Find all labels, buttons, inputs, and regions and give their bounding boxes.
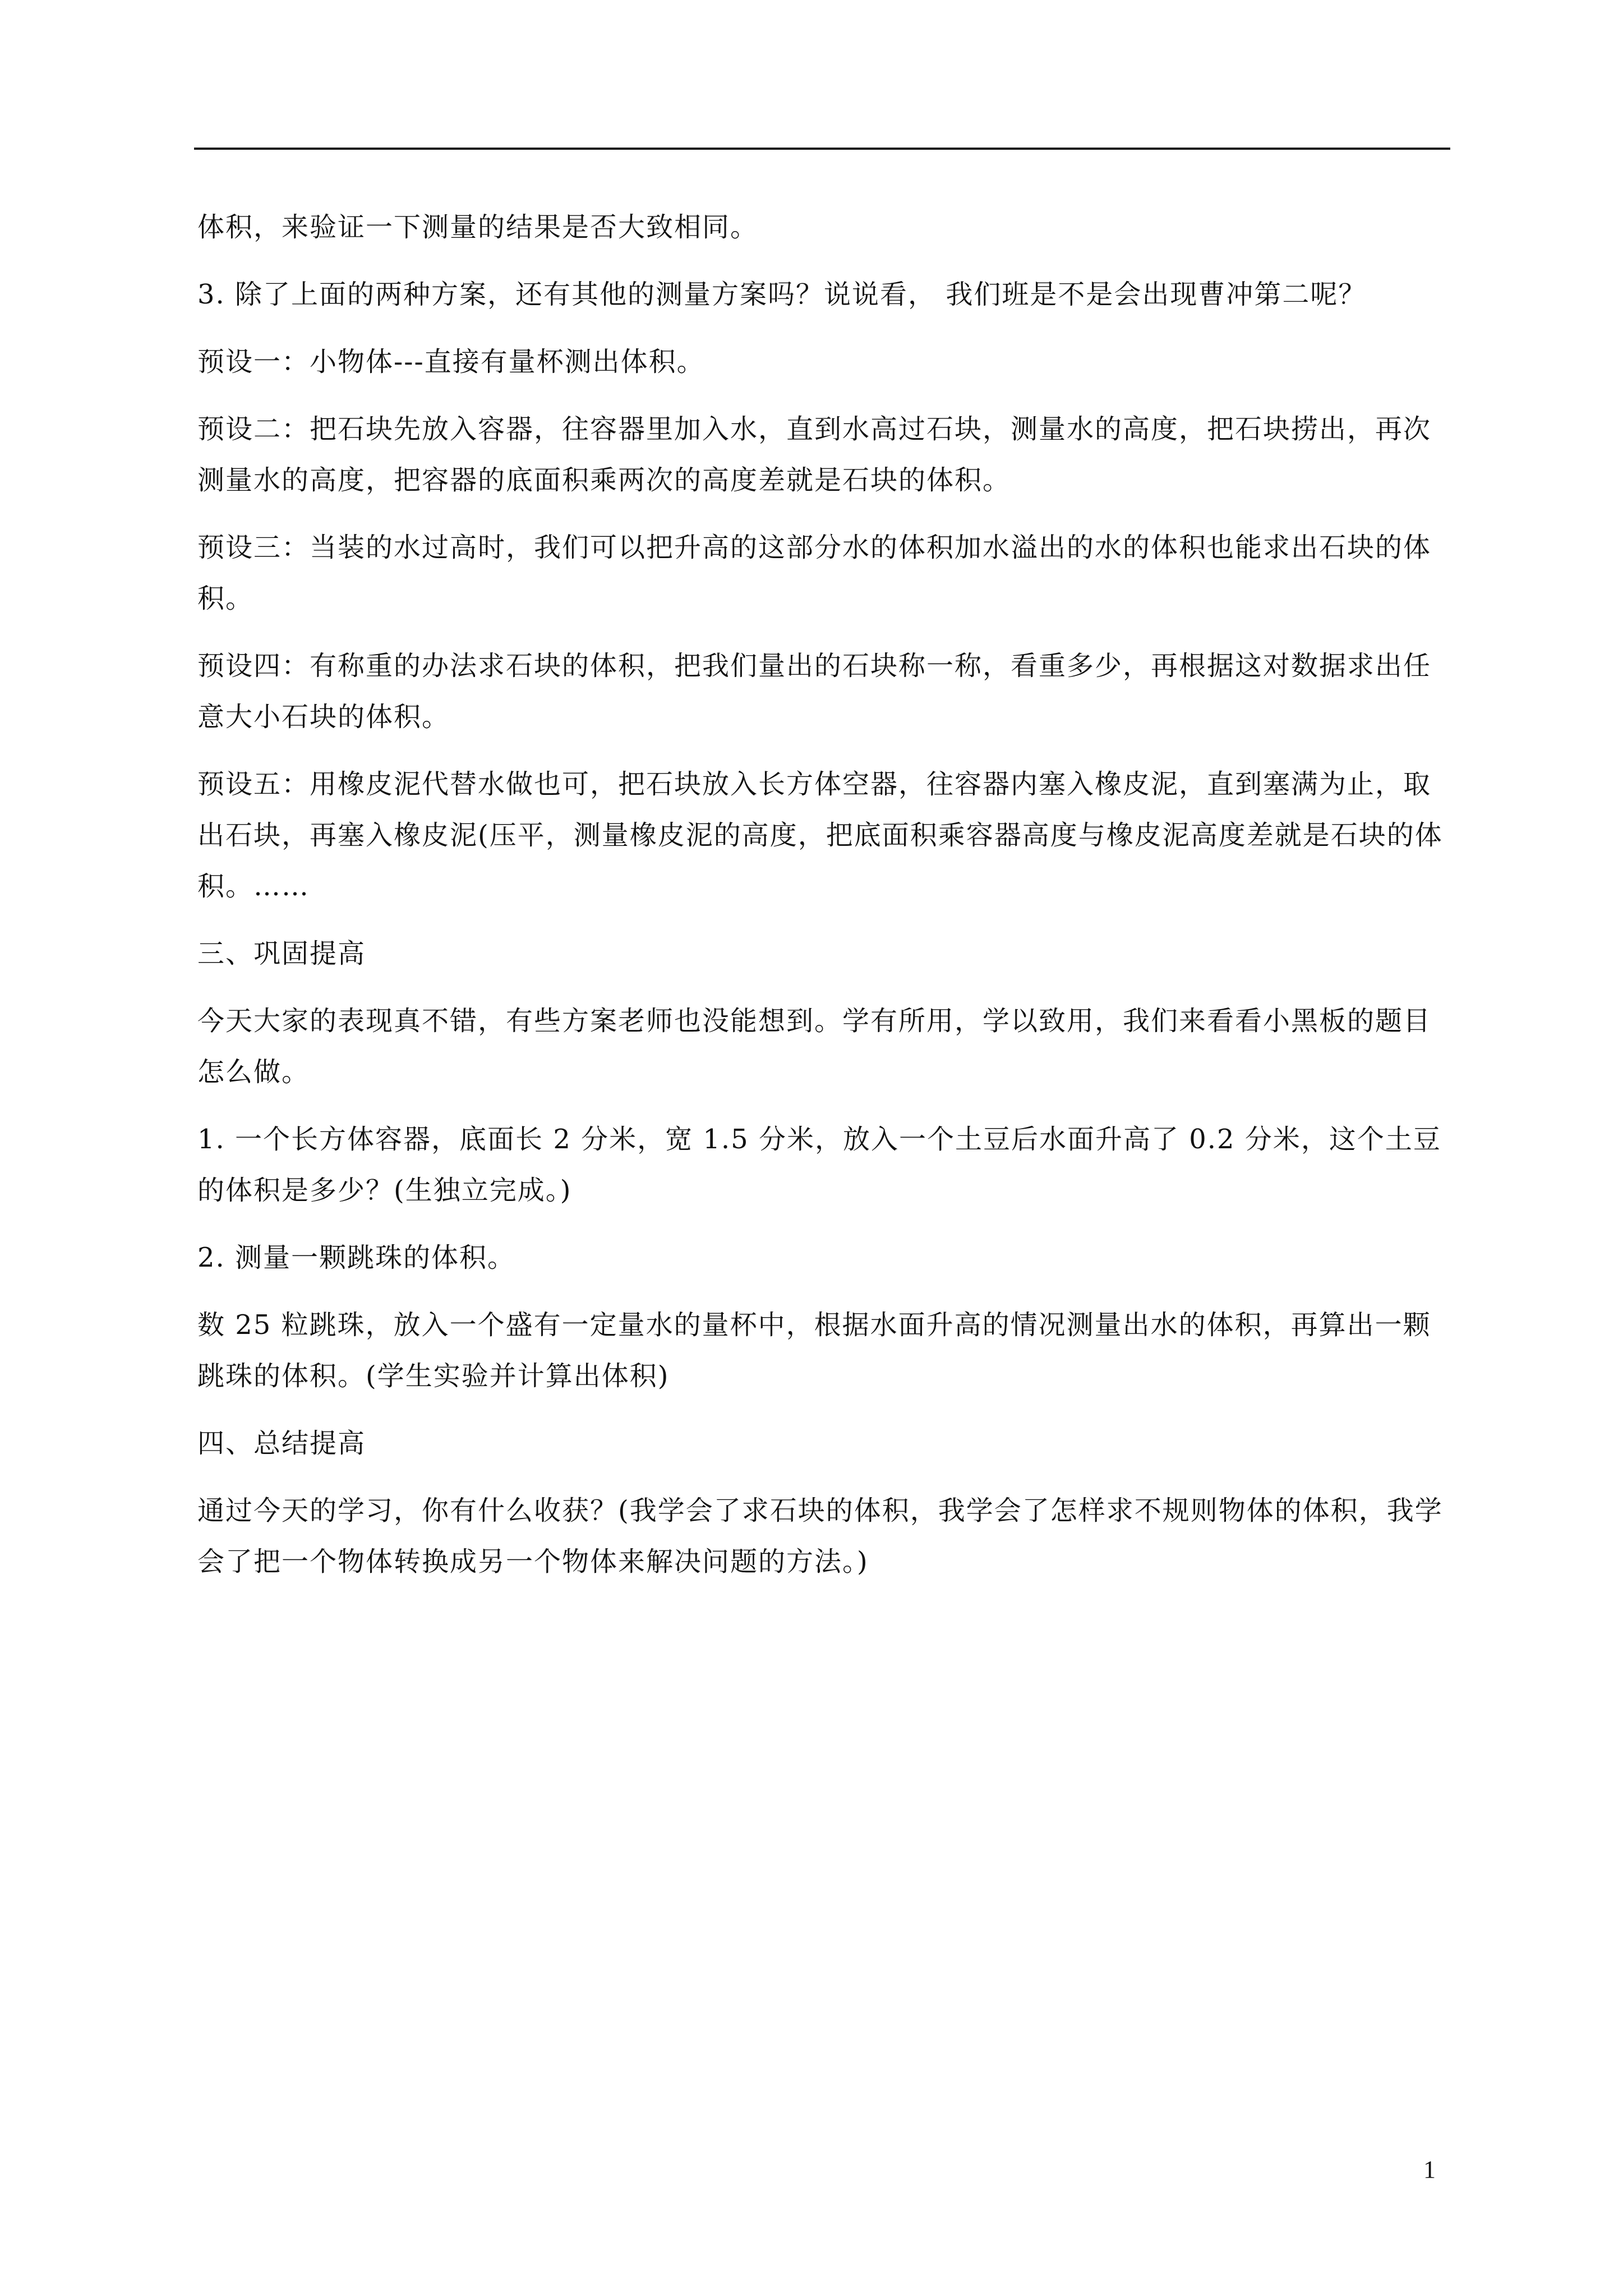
paragraph: 预设五：用橡皮泥代替水做也可，把石块放入长方体空器，往容器内塞入橡皮泥，直到塞满为止，取出石块，再塞入橡皮泥(压平，测量橡皮泥的高度，把底面积乘容器高度与橡皮泥高度差就是石块的体积。……: [197, 769, 1443, 902]
header-rule: [194, 148, 1450, 150]
paragraph: 今天大家的表现真不错，有些方案老师也没能想到。学有所用，学以致用，我们来看看小黑板的题目怎么做。: [197, 1005, 1432, 1088]
paragraph: 数 25 粒跳珠，放入一个盛有一定量水的量杯中，根据水面升高的情况测量出水的体积，再算出一颗跳珠的体积。(学生实验并计算出体积): [197, 1309, 1431, 1392]
section-heading: 四、总结提高: [197, 1428, 366, 1459]
section-heading: 三、巩固提高: [197, 938, 366, 969]
paragraph: 2. 测量一颗跳珠的体积。: [197, 1242, 516, 1273]
paragraph: 通过今天的学习，你有什么收获？(我学会了求石块的体积，我学会了怎样求不规则物体的体积，我学会了把一个物体转换成另一个物体来解决问题的方法。): [197, 1495, 1443, 1577]
document-body: [197, 202, 1454, 1604]
page-number: 1: [1423, 2156, 1436, 2183]
paragraph: 预设三：当装的水过高时，我们可以把升高的这部分水的体积加水溢出的水的体积也能求出石块的体积。: [197, 532, 1432, 614]
paragraph: 预设四：有称重的办法求石块的体积，把我们量出的石块称一称，看重多少，再根据这对数据求出任意大小石块的体积。: [197, 650, 1432, 733]
paragraph: 体积，来验证一下测量的结果是否大致相同。: [197, 211, 759, 243]
paragraph: 预设一：小物体---直接有量杯测出体积。: [197, 346, 705, 378]
paragraph: 预设二：把石块先放入容器，往容器里加入水，直到水高过石块，测量水的高度，把石块捞出，再次测量水的高度，把容器的底面积乘两次的高度差就是石块的体积。: [197, 413, 1432, 496]
paragraph: 3. 除了上面的两种方案，还有其他的测量方案吗？说说看， 我们班是不是会出现曹冲第二呢？: [197, 279, 1367, 310]
paragraph: 1. 一个长方体容器，底面长 2 分米，宽 1.5 分米，放入一个土豆后水面升高了 0.2 分米，这个土豆的体积是多少？(生独立完成。): [197, 1124, 1441, 1206]
